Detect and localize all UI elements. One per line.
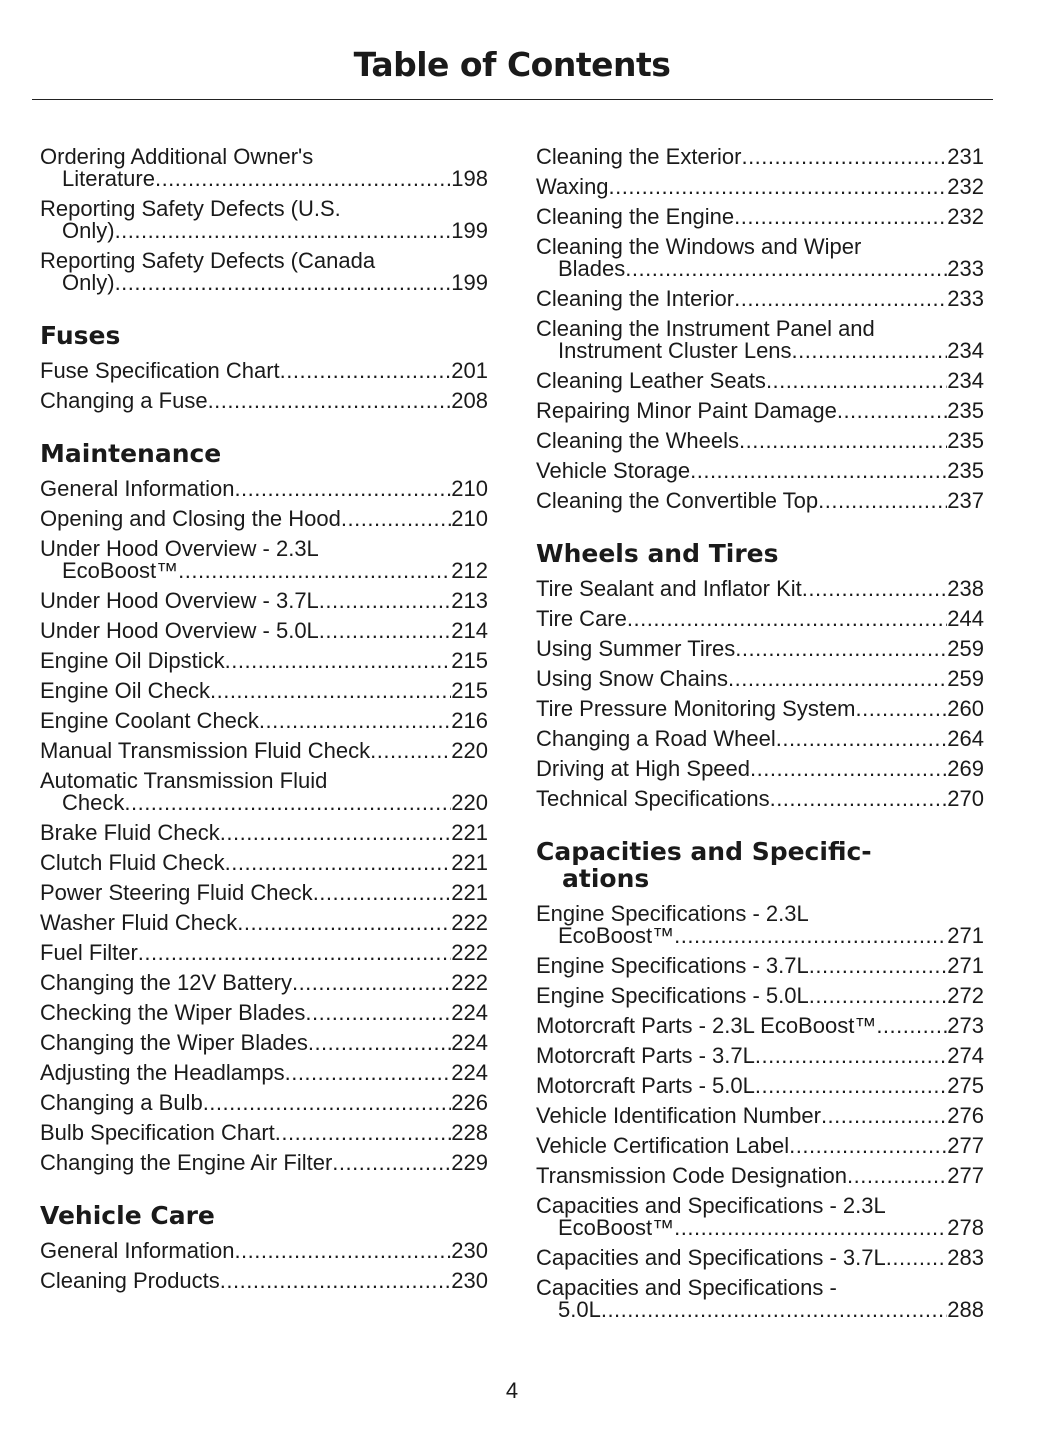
dot-leader <box>308 1032 451 1054</box>
toc-entry-title: Vehicle Storage <box>536 458 691 483</box>
toc-entry-title: Changing a Fuse <box>40 388 208 413</box>
toc-entry-page: 232 <box>947 204 984 229</box>
toc-entry[interactable] <box>40 912 488 934</box>
toc-entry-title: General Information <box>40 476 235 501</box>
toc-entry-title: Technical Specifications <box>536 786 770 811</box>
toc-entry-title: Cleaning the Windows and Wiper <box>536 234 862 259</box>
dot-leader <box>856 698 948 720</box>
dot-leader <box>155 168 451 190</box>
toc-entry-title: Ordering Additional Owner's <box>40 144 314 169</box>
dot-leader <box>237 912 451 934</box>
toc-entry-page: 226 <box>451 1090 488 1115</box>
toc-entry-title: Reporting Safety Defects (U.S. <box>40 196 341 221</box>
toc-group-capacities <box>536 903 984 1321</box>
toc-entry-title: Cleaning the Convertible Top <box>536 488 819 513</box>
toc-entry-page: 224 <box>451 1060 488 1085</box>
toc-group-fuses <box>40 360 488 412</box>
toc-entry-title-cont: EcoBoost™ <box>62 558 179 583</box>
toc-entry[interactable] <box>536 698 984 720</box>
toc-entry[interactable] <box>40 508 488 530</box>
toc-entry-title-cont: Only) <box>62 218 115 243</box>
toc-entry-title-cont: Literature <box>62 166 155 191</box>
toc-entry-title: Transmission Code Designation <box>536 1163 847 1188</box>
toc-entry[interactable] <box>40 390 488 412</box>
toc-entry-page: 222 <box>451 910 488 935</box>
dot-leader <box>601 1299 947 1321</box>
dot-leader <box>792 340 948 362</box>
toc-entry-title-cont: Only) <box>62 270 115 295</box>
toc-entry-page: 210 <box>451 506 488 531</box>
dot-leader <box>234 1240 451 1262</box>
dot-leader <box>341 508 451 530</box>
toc-entry-title: Vehicle Certification Label <box>536 1133 790 1158</box>
dot-leader <box>734 288 947 310</box>
toc-entry-title: Engine Specifications - 2.3L <box>536 901 809 926</box>
toc-entry-title: Fuel Filter <box>40 940 138 965</box>
toc-entry-page: 199 <box>451 270 488 295</box>
toc-entry[interactable] <box>40 1002 488 1024</box>
toc-entry[interactable] <box>40 680 488 702</box>
dot-leader <box>776 728 948 750</box>
toc-entry[interactable] <box>40 146 488 190</box>
toc-entry-title: Driving at High Speed <box>536 756 751 781</box>
toc-entry-title: Changing the 12V Battery <box>40 970 292 995</box>
dot-leader <box>766 370 947 392</box>
toc-entry[interactable] <box>536 1045 984 1067</box>
toc-entry-page: 235 <box>947 458 984 483</box>
toc-entry-title: Cleaning the Engine <box>536 204 735 229</box>
toc-entry-page: 271 <box>947 923 984 948</box>
toc-entry-page: 277 <box>947 1133 984 1158</box>
toc-entry-title: Tire Care <box>536 606 627 631</box>
section-heading-wheels-and-tires: Wheels and Tires <box>536 539 779 568</box>
toc-entry-title: Washer Fluid Check <box>40 910 238 935</box>
toc-entry-title-cont: EcoBoost™ <box>558 923 675 948</box>
toc-entry[interactable] <box>40 942 488 964</box>
toc-entry-title: Cleaning the Interior <box>536 286 735 311</box>
toc-entry-title: Fuse Specification Chart <box>40 358 280 383</box>
dot-leader <box>690 460 947 482</box>
dot-leader <box>627 608 947 630</box>
toc-entry-page: 224 <box>451 1000 488 1025</box>
dot-leader <box>280 360 452 382</box>
toc-entry[interactable] <box>40 650 488 672</box>
toc-entry-page: 224 <box>451 1030 488 1055</box>
toc-entry[interactable] <box>536 176 984 198</box>
toc-entry-page: 215 <box>451 648 488 673</box>
toc-entry-title: Engine Specifications - 3.7L <box>536 953 809 978</box>
dot-leader <box>886 1247 948 1269</box>
toc-entry-title: Bulb Specification Chart <box>40 1120 275 1145</box>
toc-entry-title: Under Hood Overview - 5.0L <box>40 618 319 643</box>
section-heading-capacities <box>536 838 984 892</box>
toc-entry-page: 229 <box>451 1150 488 1175</box>
toc-entry-page: 264 <box>947 726 984 751</box>
toc-entry-title: Cleaning Leather Seats <box>536 368 766 393</box>
toc-entry[interactable] <box>40 620 488 642</box>
toc-entry[interactable] <box>536 206 984 228</box>
toc-entry-page: 271 <box>947 953 984 978</box>
toc-entry-page: 288 <box>947 1297 984 1322</box>
toc-entry-page: 238 <box>947 576 984 601</box>
dot-leader <box>609 176 948 198</box>
toc-entry-title: Motorcraft Parts - 3.7L <box>536 1043 755 1068</box>
toc-entry-title: Changing the Engine Air Filter <box>40 1150 333 1175</box>
toc-entry-page: 220 <box>451 790 488 815</box>
toc-entry-page: 212 <box>451 558 488 583</box>
section-heading-fuses: Fuses <box>40 321 121 350</box>
toc-entry-page: 233 <box>947 286 984 311</box>
toc-entry-title: Changing a Road Wheel <box>536 726 776 751</box>
dot-leader <box>259 710 451 732</box>
dot-leader <box>203 1092 452 1114</box>
toc-entry-title: Motorcraft Parts - 2.3L EcoBoost™ <box>536 1013 877 1038</box>
toc-entry-title: Engine Coolant Check <box>40 708 259 733</box>
toc-entry[interactable] <box>40 250 488 294</box>
toc-entry[interactable] <box>40 882 488 904</box>
toc-entry-title: Using Summer Tires <box>536 636 736 661</box>
toc-entry[interactable] <box>40 1092 488 1114</box>
toc-entry[interactable] <box>536 578 984 600</box>
toc-entry-page: 232 <box>947 174 984 199</box>
toc-entry-page: 221 <box>451 820 488 845</box>
page-number: 4 <box>505 1378 519 1403</box>
toc-entry-title: General Information <box>40 1238 235 1263</box>
toc-entry[interactable] <box>40 1062 488 1084</box>
dot-leader <box>210 680 451 702</box>
toc-entry-title-cont: Blades <box>558 256 626 281</box>
toc-entry-title: Brake Fluid Check <box>40 820 220 845</box>
toc-entry-page: 234 <box>947 368 984 393</box>
toc-entry-page: 230 <box>451 1268 488 1293</box>
dot-leader <box>370 740 451 762</box>
dot-leader <box>319 620 451 642</box>
dot-leader <box>734 206 947 228</box>
section-heading-vehicle-care: Vehicle Care <box>40 1201 215 1230</box>
toc-group-vehicle-care-cont <box>536 146 984 512</box>
toc-entry-page: 237 <box>947 488 984 513</box>
toc-entry[interactable] <box>40 1152 488 1174</box>
toc-entry-page: 278 <box>947 1215 984 1240</box>
toc-entry-title: Clutch Fluid Check <box>40 850 225 875</box>
dot-leader <box>847 1165 947 1187</box>
toc-entry-page: 213 <box>451 588 488 613</box>
toc-entry-page: 235 <box>947 428 984 453</box>
toc-entry-page: 260 <box>947 696 984 721</box>
toc-entry[interactable] <box>40 770 488 814</box>
toc-entry[interactable] <box>536 400 984 422</box>
toc-entry[interactable] <box>536 1105 984 1127</box>
dot-leader <box>750 758 947 780</box>
toc-entry[interactable] <box>40 198 488 242</box>
toc-group-intro <box>40 146 488 294</box>
toc-entry-title: Power Steering Fluid Check <box>40 880 313 905</box>
toc-entry-page: 273 <box>947 1013 984 1038</box>
toc-entry-title: Tire Pressure Monitoring System <box>536 696 856 721</box>
dot-leader <box>115 220 452 242</box>
toc-group-maintenance <box>40 478 488 1174</box>
toc-entry-page: 214 <box>451 618 488 643</box>
dot-leader <box>138 942 451 964</box>
toc-entry-title: Changing the Wiper Blades <box>40 1030 308 1055</box>
toc-entry[interactable] <box>536 1165 984 1187</box>
dot-leader <box>674 925 947 947</box>
toc-entry[interactable] <box>536 758 984 780</box>
toc-entry[interactable] <box>536 318 984 362</box>
toc-entry-title: Using Snow Chains <box>536 666 728 691</box>
toc-entry-page: 274 <box>947 1043 984 1068</box>
toc-entry-page: 201 <box>451 358 488 383</box>
toc-entry[interactable] <box>536 370 984 392</box>
toc-entry[interactable] <box>40 822 488 844</box>
dot-leader <box>124 792 451 814</box>
toc-entry[interactable] <box>536 1135 984 1157</box>
toc-entry-title: Adjusting the Headlamps <box>40 1060 285 1085</box>
toc-entry-page: 220 <box>451 738 488 763</box>
toc-entry[interactable] <box>536 430 984 452</box>
toc-entry[interactable] <box>536 985 984 1007</box>
toc-entry[interactable] <box>536 236 984 280</box>
dot-leader <box>770 788 948 810</box>
toc-entry[interactable] <box>536 146 984 168</box>
dot-leader <box>292 972 451 994</box>
toc-entry[interactable] <box>536 1015 984 1037</box>
toc-entry[interactable] <box>536 903 984 947</box>
toc-entry[interactable] <box>536 728 984 750</box>
toc-entry-page: 234 <box>947 338 984 363</box>
toc-group-vehicle-care <box>40 1240 488 1292</box>
dot-leader <box>741 146 947 168</box>
toc-entry[interactable] <box>40 1270 488 1292</box>
toc-entry[interactable] <box>536 460 984 482</box>
toc-entry-title: Cleaning the Wheels <box>536 428 740 453</box>
dot-leader <box>837 400 947 422</box>
toc-entry[interactable] <box>40 538 488 582</box>
toc-entry[interactable] <box>40 852 488 874</box>
toc-group-wheels-and-tires <box>536 578 984 810</box>
dot-leader <box>809 985 948 1007</box>
toc-entry-title: Changing a Bulb <box>40 1090 203 1115</box>
toc-entry-page: 199 <box>451 218 488 243</box>
toc-entry-page: 233 <box>947 256 984 281</box>
toc-entry-title: Motorcraft Parts - 5.0L <box>536 1073 755 1098</box>
toc-entry-page: 221 <box>451 850 488 875</box>
title-divider <box>32 99 993 100</box>
dot-leader <box>802 578 948 600</box>
dot-leader <box>739 430 947 452</box>
toc-entry-title: Capacities and Specifications - <box>536 1275 837 1300</box>
dot-leader <box>809 955 948 977</box>
toc-entry-page: 276 <box>947 1103 984 1128</box>
toc-entry-page: 283 <box>947 1245 984 1270</box>
toc-entry-title: Tire Sealant and Inflator Kit <box>536 576 802 601</box>
toc-entry-page: 221 <box>451 880 488 905</box>
section-heading-maintenance: Maintenance <box>40 439 222 468</box>
toc-entry[interactable] <box>40 972 488 994</box>
dot-leader <box>220 1270 452 1292</box>
dot-leader <box>208 390 452 412</box>
dot-leader <box>876 1015 947 1037</box>
toc-entry-page: 228 <box>451 1120 488 1145</box>
toc-entry[interactable] <box>536 1075 984 1097</box>
dot-leader <box>115 272 452 294</box>
toc-entry[interactable] <box>40 740 488 762</box>
toc-entry-title: Vehicle Identification Number <box>536 1103 821 1128</box>
toc-entry-page: 259 <box>947 636 984 661</box>
toc-entry[interactable] <box>536 788 984 810</box>
toc-entry-title: Reporting Safety Defects (Canada <box>40 248 376 273</box>
toc-entry[interactable] <box>536 955 984 977</box>
dot-leader <box>178 560 451 582</box>
toc-entry[interactable] <box>40 1032 488 1054</box>
toc-entry[interactable] <box>536 288 984 310</box>
toc-entry-title: Capacities and Specifications - 2.3L <box>536 1193 886 1218</box>
toc-entry-title: Automatic Transmission Fluid <box>40 768 328 793</box>
toc-entry[interactable] <box>536 490 984 512</box>
toc-entry-page: 231 <box>947 144 984 169</box>
toc-entry-page: 244 <box>947 606 984 631</box>
toc-entry-title: Engine Specifications - 5.0L <box>536 983 809 1008</box>
dot-leader <box>319 590 451 612</box>
toc-entry-page: 210 <box>451 476 488 501</box>
toc-entry-title-cont: 5.0L <box>558 1297 601 1322</box>
toc-entry-title: Cleaning the Exterior <box>536 144 742 169</box>
toc-entry[interactable] <box>40 1122 488 1144</box>
dot-leader <box>234 478 451 500</box>
toc-entry-page: 235 <box>947 398 984 423</box>
dot-leader <box>755 1075 947 1097</box>
dot-leader <box>789 1135 947 1157</box>
toc-entry-title: Capacities and Specifications - 3.7L <box>536 1245 886 1270</box>
dot-leader <box>313 882 452 904</box>
page-title: Table of Contents <box>353 45 671 84</box>
toc-entry-page: 222 <box>451 940 488 965</box>
toc-entry-title: Engine Oil Dipstick <box>40 648 225 673</box>
toc-entry[interactable] <box>40 590 488 612</box>
dot-leader <box>674 1217 947 1239</box>
dot-leader <box>821 1105 947 1127</box>
toc-entry[interactable] <box>40 478 488 500</box>
dot-leader <box>220 822 452 844</box>
toc-entry-page: 259 <box>947 666 984 691</box>
dot-leader <box>755 1045 947 1067</box>
toc-entry-page: 275 <box>947 1073 984 1098</box>
toc-entry[interactable] <box>536 1277 984 1321</box>
toc-entry[interactable] <box>536 1247 984 1269</box>
toc-right-column <box>536 146 984 1329</box>
toc-entry-title: Under Hood Overview - 2.3L <box>40 536 319 561</box>
dot-leader <box>735 638 947 660</box>
section-heading-line-cont: ations <box>562 864 650 893</box>
toc-entry-title: Engine Oil Check <box>40 678 210 703</box>
toc-entry-page: 272 <box>947 983 984 1008</box>
toc-entry-title-cont: Check <box>62 790 125 815</box>
toc-entry-title: Waxing <box>536 174 609 199</box>
dot-leader <box>225 650 452 672</box>
dot-leader <box>625 258 947 280</box>
section-heading-line: Capacities and Specific- <box>536 837 872 866</box>
dot-leader <box>275 1122 451 1144</box>
toc-entry[interactable] <box>536 608 984 630</box>
dot-leader <box>728 668 947 690</box>
toc-entry-page: 216 <box>451 708 488 733</box>
toc-entry-title: Cleaning Products <box>40 1268 220 1293</box>
toc-entry-title: Cleaning the Instrument Panel and <box>536 316 875 341</box>
toc-entry[interactable] <box>40 1240 488 1262</box>
toc-entry-page: 198 <box>451 166 488 191</box>
dot-leader <box>305 1002 451 1024</box>
toc-entry-title: Checking the Wiper Blades <box>40 1000 306 1025</box>
dot-leader <box>332 1152 451 1174</box>
toc-entry-page: 269 <box>947 756 984 781</box>
dot-leader <box>225 852 452 874</box>
toc-entry-page: 277 <box>947 1163 984 1188</box>
toc-entry-page: 230 <box>451 1238 488 1263</box>
toc-entry-page: 222 <box>451 970 488 995</box>
toc-entry-title-cont: EcoBoost™ <box>558 1215 675 1240</box>
toc-entry[interactable] <box>40 710 488 732</box>
toc-entry[interactable] <box>40 360 488 382</box>
toc-entry-title-cont: Instrument Cluster Lens <box>558 338 792 363</box>
toc-entry[interactable] <box>536 638 984 660</box>
toc-entry[interactable] <box>536 1195 984 1239</box>
dot-leader <box>285 1062 452 1084</box>
toc-entry-title: Opening and Closing the Hood <box>40 506 341 531</box>
toc-entry-page: 270 <box>947 786 984 811</box>
toc-entry-title: Manual Transmission Fluid Check <box>40 738 371 763</box>
toc-entry-page: 215 <box>451 678 488 703</box>
toc-left-column <box>40 146 488 1300</box>
dot-leader <box>818 490 947 512</box>
toc-entry-title: Repairing Minor Paint Damage <box>536 398 837 423</box>
toc-entry-page: 208 <box>451 388 488 413</box>
toc-entry-title: Under Hood Overview - 3.7L <box>40 588 319 613</box>
toc-entry[interactable] <box>536 668 984 690</box>
